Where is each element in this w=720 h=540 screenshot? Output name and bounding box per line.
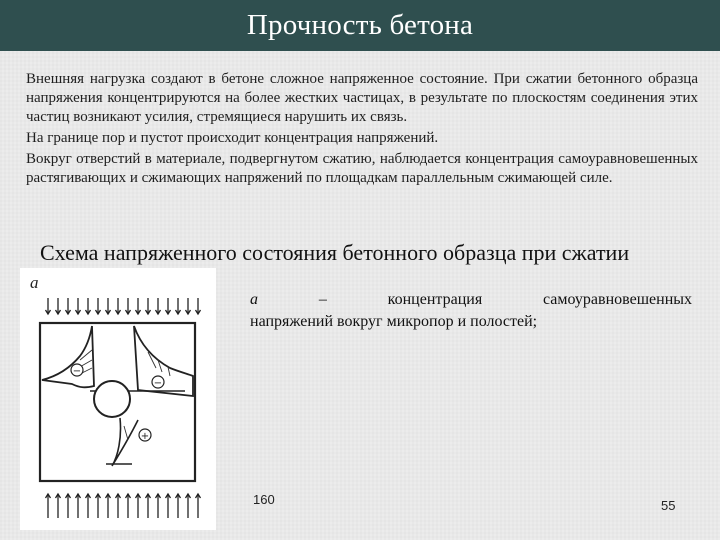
- page-number-left: 160: [253, 492, 275, 507]
- section-heading: Схема напряженного состояния бетонного образца при сжатии: [40, 240, 630, 265]
- caption-line-2: напряжений вокруг микропор и полостей;: [250, 313, 538, 330]
- caption-line-1: – концентрация самоуравновешенных: [258, 291, 692, 308]
- paragraph-3: Вокруг отверстий в материале, подвергнутом сжатию, наблюдается концентрация самоуравновешенных растягивающих и сжимающих напряжений по площадкам параллельным сжимающей силе.: [26, 151, 698, 186]
- title-bar: [0, 0, 720, 51]
- tension-zone: [112, 418, 138, 466]
- bottom-load-arrows: [46, 494, 201, 518]
- svg-text:−: −: [72, 366, 82, 377]
- slide-title: Прочность бетона: [246, 9, 474, 41]
- svg-text:+: +: [140, 431, 150, 442]
- paragraph-2: На границе пор и пустот происходит концентрация напряжений.: [26, 130, 439, 146]
- svg-text:−: −: [153, 378, 163, 389]
- paragraph-1: Внешняя нагрузка создают в бетоне сложное напряженное состояние. При сжатии бетонного образца напряжения концентрируются на более жестких частицах, в результате по плоскостям соединения этих частиц возникают усилия, стремящиеся нарушить их связь.: [26, 71, 698, 125]
- left-stress-zone: [42, 326, 94, 387]
- micropore-circle: [94, 381, 130, 417]
- figure-label: а: [30, 273, 39, 292]
- stress-diagram: [20, 268, 216, 530]
- top-load-arrows: [46, 298, 201, 314]
- caption-letter: а: [250, 291, 258, 308]
- figure-caption: [250, 289, 692, 333]
- page-number-right: 55: [661, 498, 676, 513]
- body-text: [26, 70, 698, 190]
